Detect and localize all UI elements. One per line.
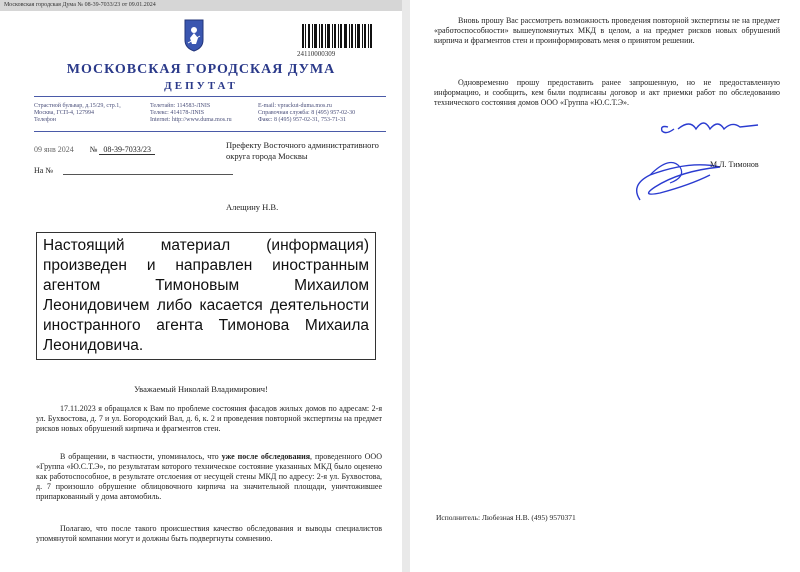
foreign-agent-notice: Настоящий материал (информация) произведен и направлен иностранным агентом Тимоновым Михаилом Леонидовичем либо касается деятельности иностранного агента Тимонова Михаила Леонидовича.	[36, 232, 376, 360]
outgoing-date: 09 янв 2024	[34, 145, 74, 154]
barcode-number: 24110000309	[297, 50, 336, 58]
deputy-title: ДЕПУТАТ	[164, 80, 238, 92]
number-sign: №	[89, 145, 98, 154]
addressee-name: Алещину Н.В.	[226, 202, 279, 212]
header-rule	[34, 96, 386, 97]
contact-address: Страстной бульвар, д.15/29, стр.1, Москва, ГСП-4, 127994 Телефон	[34, 103, 121, 123]
contact-telex: Телетайп: 114583-ЛNIS Телекс: 414178-ЛNIS Internet: http://www.duma.mos.ru	[150, 103, 232, 123]
handwritten-signature-icon	[600, 105, 780, 205]
contact-email-phone: E-mail: vprackut-duma.mos.ru Справочная служба: 8 (495) 957-02-30 Факс: 8 (495) 957-02-31, 753-71-31	[258, 103, 356, 123]
barcode-icon	[302, 24, 372, 48]
paragraph-4: Вновь прошу Вас рассмотреть возможность проведения повторной экспертизы не на предмет «работоспособности» вышеупомянутых МКД в целом, а на предмет рисков новых обрушений кирпича и фрагментов стен и проинформировать меня о принятом решении.	[434, 16, 780, 45]
executor-line: Исполнитель: Любезная Н.В. (495) 9570371	[436, 513, 576, 522]
reply-to-field: На №	[34, 166, 233, 175]
registration-strip: Московская городская Дума № 08-39-7033/23 от 09.01.2024	[0, 0, 402, 11]
outgoing-number-value: 08-39-7033/23	[99, 145, 155, 155]
moscow-coat-of-arms-icon	[183, 18, 205, 52]
paragraph-2: В обращении, в частности, упоминалось, что уже после обследования, проведенного ООО «Группа «Ю.С.Т.Э», по результатам которого техническое состояние указанных МКД было оценено как работоспособное, в результате отслоения от несущей стены МКД по адресу: 2-я ул. Бухвостова, д. 7 произошло обрушение облицовочного кирпича на значительной площади, уничтожившее припаркованный у дома автомобиль.	[36, 452, 382, 501]
org-title: МОСКОВСКАЯ ГОРОДСКАЯ ДУМА	[66, 62, 336, 77]
addressee: Префекту Восточного административного округа города Москвы	[226, 140, 379, 161]
greeting: Уважаемый Николай Владимирович!	[134, 384, 268, 394]
signatory-name: М.Л. Тимонов	[710, 160, 759, 169]
paragraph-3: Полагаю, что после такого происшествия качество обследования и выводы специалистов упомянутой компании могут и должны быть подвергнуты сомнению.	[36, 524, 382, 543]
letter-page-2	[410, 0, 800, 572]
outgoing-number	[34, 145, 155, 154]
paragraph-1: 17.11.2023 я обращался к Вам по проблеме состояния фасадов жилых домов по адресам: 2-я ул. Бухвостова, д. 7 и ул. Богородский Вал, д. 6, к. 2 и проведения повторной экспертизы на предмет рисков новых обрушений кирпича и фрагментов стен.	[36, 404, 382, 433]
contacts-rule	[34, 131, 386, 132]
emphasis: уже после обследования	[221, 452, 311, 461]
paragraph-5: Одновременно прошу предоставить ранее запрошенную, но не предоставленную информацию, и сообщить, кем были подписаны договор и акт приемки работ по обследованию технического состояния домов ООО «Группа «Ю.С.Т.Э».	[434, 78, 780, 107]
